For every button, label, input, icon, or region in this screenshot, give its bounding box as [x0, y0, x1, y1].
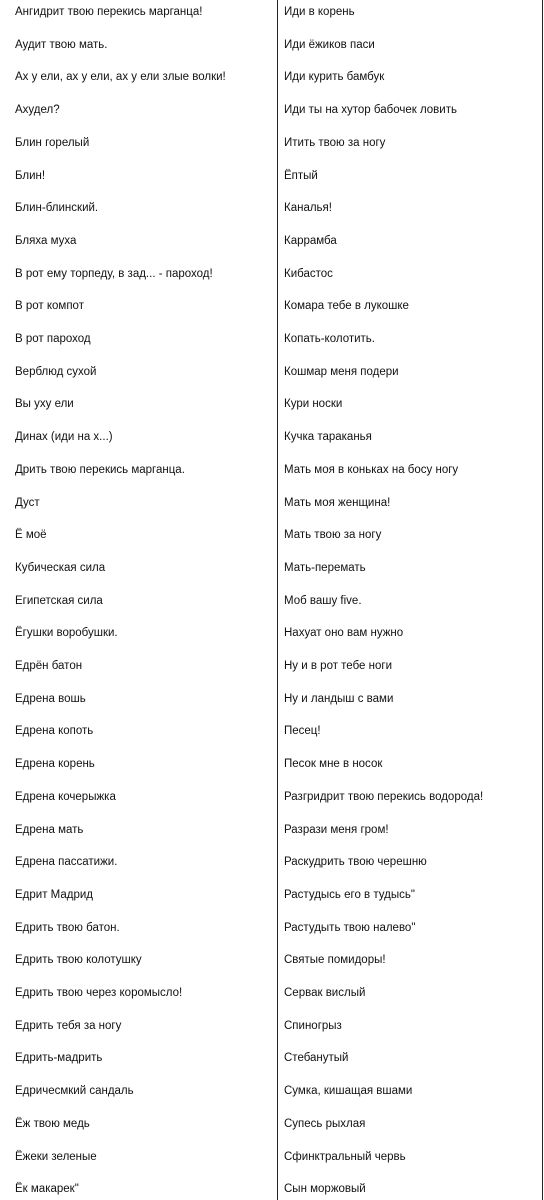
phrase-cell: Песок мне в носок — [284, 758, 383, 771]
phrase-cell: Едрён батон — [15, 660, 83, 672]
phrase-cell: Стебанутый — [284, 1052, 349, 1065]
phrase-cell: Супесь рыхлая — [284, 1117, 366, 1130]
phrase-cell: Разрази меня гром! — [284, 823, 389, 836]
phrase-cell: Иди курить бамбук — [284, 71, 385, 84]
phrase-cell: Ах у ели, ах у ели, ах у ели злые волки! — [15, 71, 226, 84]
phrase-cell: Итить твою за ногу — [284, 136, 386, 149]
phrase-cell: Мать твою за ногу — [284, 529, 382, 542]
phrase-cell: Блин! — [15, 169, 46, 182]
phrase-cell: Иди в корень — [284, 6, 355, 18]
phrase-cell: В рот компот — [15, 300, 84, 313]
phrase-cell: Раскудрить твою черешню — [284, 856, 427, 869]
phrase-cell: Растудысь его в тудысь" — [284, 888, 415, 901]
phrase-cell: Ёк макарек" — [15, 1183, 79, 1196]
phrase-cell: Песец! — [284, 725, 321, 738]
phrase-cell: Едрена мать — [15, 823, 84, 836]
phrase-cell: Кибастос — [284, 267, 333, 280]
phrase-cell: Едрит Мадрид — [15, 888, 94, 901]
phrase-cell: Кури носки — [284, 398, 343, 411]
phrase-cell: Едрить твою через коромысло! — [15, 987, 183, 999]
phrase-cell: Ну и в рот тебе ноги — [284, 660, 392, 672]
phrase-cell: Едричесмкий сандаль — [15, 1085, 134, 1098]
phrase-cell: Моб вашу five. — [284, 594, 362, 607]
phrase-cell: Ну и ландыш с вами — [284, 692, 394, 705]
phrase-cell: В рот пароход — [15, 333, 91, 345]
phrase-cell: Блин горелый — [15, 136, 90, 149]
phrase-cell: Комара тебе в лукошке — [284, 300, 409, 313]
phrase-cell: Ёж твою медь — [15, 1117, 90, 1130]
phrase-cell: Едрена пассатижи. — [15, 856, 118, 869]
phrase-cell: Блин-блинский. — [15, 202, 99, 215]
phrase-cell: Ахудел? — [15, 104, 60, 117]
phrase-cell: Едрена копоть — [15, 725, 94, 738]
phrase-cell: Растудыть твою налево" — [284, 921, 416, 934]
phrase-cell: Ёптый — [284, 169, 318, 182]
phrase-cell: Иди ты на хутор бабочек ловить — [284, 104, 457, 117]
phrase-cell: Верблюд сухой — [15, 365, 97, 378]
phrase-cell: Едрена кочерыжка — [15, 790, 116, 803]
right-border — [542, 0, 543, 1200]
phrase-cell: Сын моржовый — [284, 1183, 366, 1196]
phrase-cell: Кучка тараканья — [284, 431, 372, 444]
phrase-cell: Дуст — [15, 496, 40, 509]
phrase-cell: Едрена корень — [15, 758, 95, 771]
phrase-cell: Кубическая сила — [15, 561, 106, 574]
phrase-cell: Едрена вошь — [15, 692, 86, 705]
phrase-cell: Ёжеки зеленые — [15, 1150, 97, 1163]
phrase-cell: Разгридрит твою перекись водорода! — [284, 790, 484, 803]
phrase-cell: Ё моё — [15, 529, 47, 542]
phrase-cell: Каналья! — [284, 202, 332, 215]
phrase-cell: Едрить тебя за ногу — [15, 1019, 122, 1032]
phrase-cell: Мать-перемать — [284, 561, 366, 574]
phrase-cell: Спиногрыз — [284, 1019, 342, 1032]
phrase-cell: Едрить твою батон. — [15, 921, 120, 934]
phrase-cell: Иди ёжиков паси — [284, 38, 375, 51]
phrase-cell: Сфинктральный червь — [284, 1150, 406, 1163]
phrase-cell: Сумка, кишащая вшами — [284, 1085, 413, 1098]
phrase-cell: Бляха муха — [15, 234, 77, 247]
right-column — [278, 0, 542, 1200]
phrase-cell: Аудит твою мать. — [15, 38, 108, 51]
phrase-cell: Святые помидоры! — [284, 954, 386, 967]
phrase-cell: Мать моя в коньках на босу ногу — [284, 463, 459, 476]
phrase-cell: Едрить твою колотушку — [15, 954, 142, 967]
phrase-cell: Сервак вислый — [284, 987, 366, 999]
phrase-cell: В рот ему торпеду, в зад... - пароход! — [15, 267, 213, 280]
phrase-cell: Дрить твою перекись марганца. — [15, 463, 185, 476]
phrase-cell: Египетская сила — [15, 594, 103, 607]
phrase-cell: Едрить-мадрить — [15, 1052, 103, 1065]
phrase-cell: Копать-колотить. — [284, 333, 375, 345]
phrase-cell: Нахуат оно вам нужно — [284, 627, 404, 640]
phrase-cell: Кошмар меня подери — [284, 365, 399, 378]
phrase-cell: Каррамба — [284, 234, 337, 247]
phrase-cell: Ёгушки воробушки. — [15, 627, 118, 640]
phrase-cell: Ангидрит твою перекись марганца! — [15, 6, 203, 18]
phrase-cell: Вы уху ели — [15, 398, 74, 411]
phrase-cell: Мать моя женщина! — [284, 496, 391, 509]
phrase-cell: Динах (иди на х...) — [15, 431, 113, 444]
